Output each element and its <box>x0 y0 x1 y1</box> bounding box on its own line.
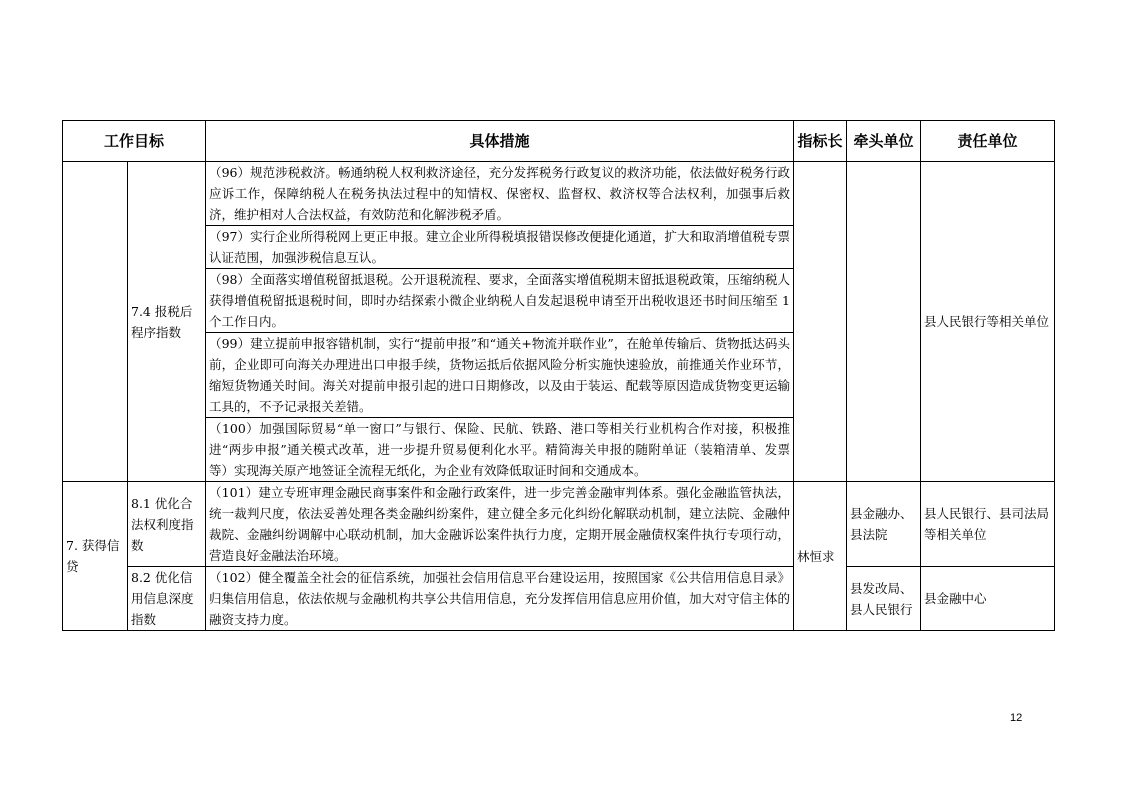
table-row <box>63 567 1055 631</box>
measure-101: （101）建立专班审理金融民商事案件和金融行政案件，进一步完善金融审判体系。强化金融监管执法，统一裁判尺度，依法妥善处理各类金融纠纷案件，建立健全多元化纠纷化解联动机制，建立法院、金融仲裁院、金融纠纷调解中心联动机制，加大金融诉讼案件执行力度，定期开展金融债权案件执行专项行动，营造良好金融法治环境。 <box>206 482 794 567</box>
responsible-unit-7-4: 县人民银行等相关单位 <box>921 162 1055 482</box>
sub-goal-7-4: 7.4 报税后程序指数 <box>128 162 206 482</box>
header-work-goal: 工作目标 <box>63 121 206 162</box>
measure-100: （100）加强国际贸易“单一窗口”与银行、保险、民航、铁路、港口等相关行业机构合作对接，积极推进“两步申报”通关模式改革，进一步提升贸易便利化水平。精简海关申报的随附单证（装箱清单、发票等）实现海关原产地签证全流程无纸化，为企业有效降低取证时间和交通成本。 <box>206 418 794 482</box>
lead-unit-cell-empty <box>847 162 921 482</box>
measure-98: （98）全面落实增值税留抵退税。公开退税流程、要求，全面落实增值税期末留抵退税政策，压缩纳税人获得增值税留抵退税时间，即时办结探索小微企业纳税人自发起退税申请至开出税收退还书时间压缩至 1 个工作日内。 <box>206 269 794 333</box>
goal-cell-empty <box>63 162 128 482</box>
page-number: 12 <box>1010 712 1023 724</box>
header-indicator-leader: 指标长 <box>794 121 847 162</box>
measure-97: （97）实行企业所得税网上更正申报。建立企业所得税填报错误修改便捷化通道，扩大和取消增值税专票认证范围，加强涉税信息互认。 <box>206 226 794 269</box>
table-row <box>63 482 1055 567</box>
header-responsible-unit: 责任单位 <box>921 121 1055 162</box>
goal-7-credit: 7. 获得信贷 <box>63 482 128 631</box>
table-row <box>63 162 1055 226</box>
policy-table <box>62 120 1055 631</box>
responsible-unit-8-1: 县人民银行、县司法局等相关单位 <box>921 482 1055 567</box>
header-lead-unit: 牵头单位 <box>847 121 921 162</box>
responsible-unit-8-2: 县金融中心 <box>921 567 1055 631</box>
measure-96: （96）规范涉税救济。畅通纳税人权利救济途径，充分发挥税务行政复议的救济功能，依法做好税务行政应诉工作，保障纳税人在税务执法过程中的知情权、保密权、监督权、救济权等合法权利，加强事后救济，维护相对人合法权益，有效防范和化解涉税矛盾。 <box>206 162 794 226</box>
lead-unit-8-1: 县金融办、县法院 <box>847 482 921 567</box>
indicator-leader: 林恒求 <box>794 482 847 631</box>
measure-99: （99）建立提前申报容错机制，实行“提前申报”和“通关+物流并联作业”，在舱单传输后、货物抵达码头前，企业即可向海关办理进出口申报手续，货物运抵后依据风险分析实施快速验放，前推通关作业环节，缩短货物通关时间。海关对提前申报引起的进口日期修改，以及由于装运、配载等原因造成货物变更运输工具的，不予记录报关差错。 <box>206 333 794 418</box>
header-measures: 具体措施 <box>206 121 794 162</box>
header-row <box>63 121 1055 162</box>
indicator-leader-cell-empty <box>794 162 847 482</box>
lead-unit-8-2: 县发改局、县人民银行 <box>847 567 921 631</box>
measure-102: （102）健全覆盖全社会的征信系统，加强社会信用信息平台建设运用，按照国家《公共信用信息目录》归集信用信息，依法依规与金融机构共享公共信用信息，充分发挥信用信息应用价值，加大对守信主体的融资支持力度。 <box>206 567 794 631</box>
sub-goal-8-1: 8.1 优化合法权利度指数 <box>128 482 206 567</box>
sub-goal-8-2: 8.2 优化信用信息深度指数 <box>128 567 206 631</box>
